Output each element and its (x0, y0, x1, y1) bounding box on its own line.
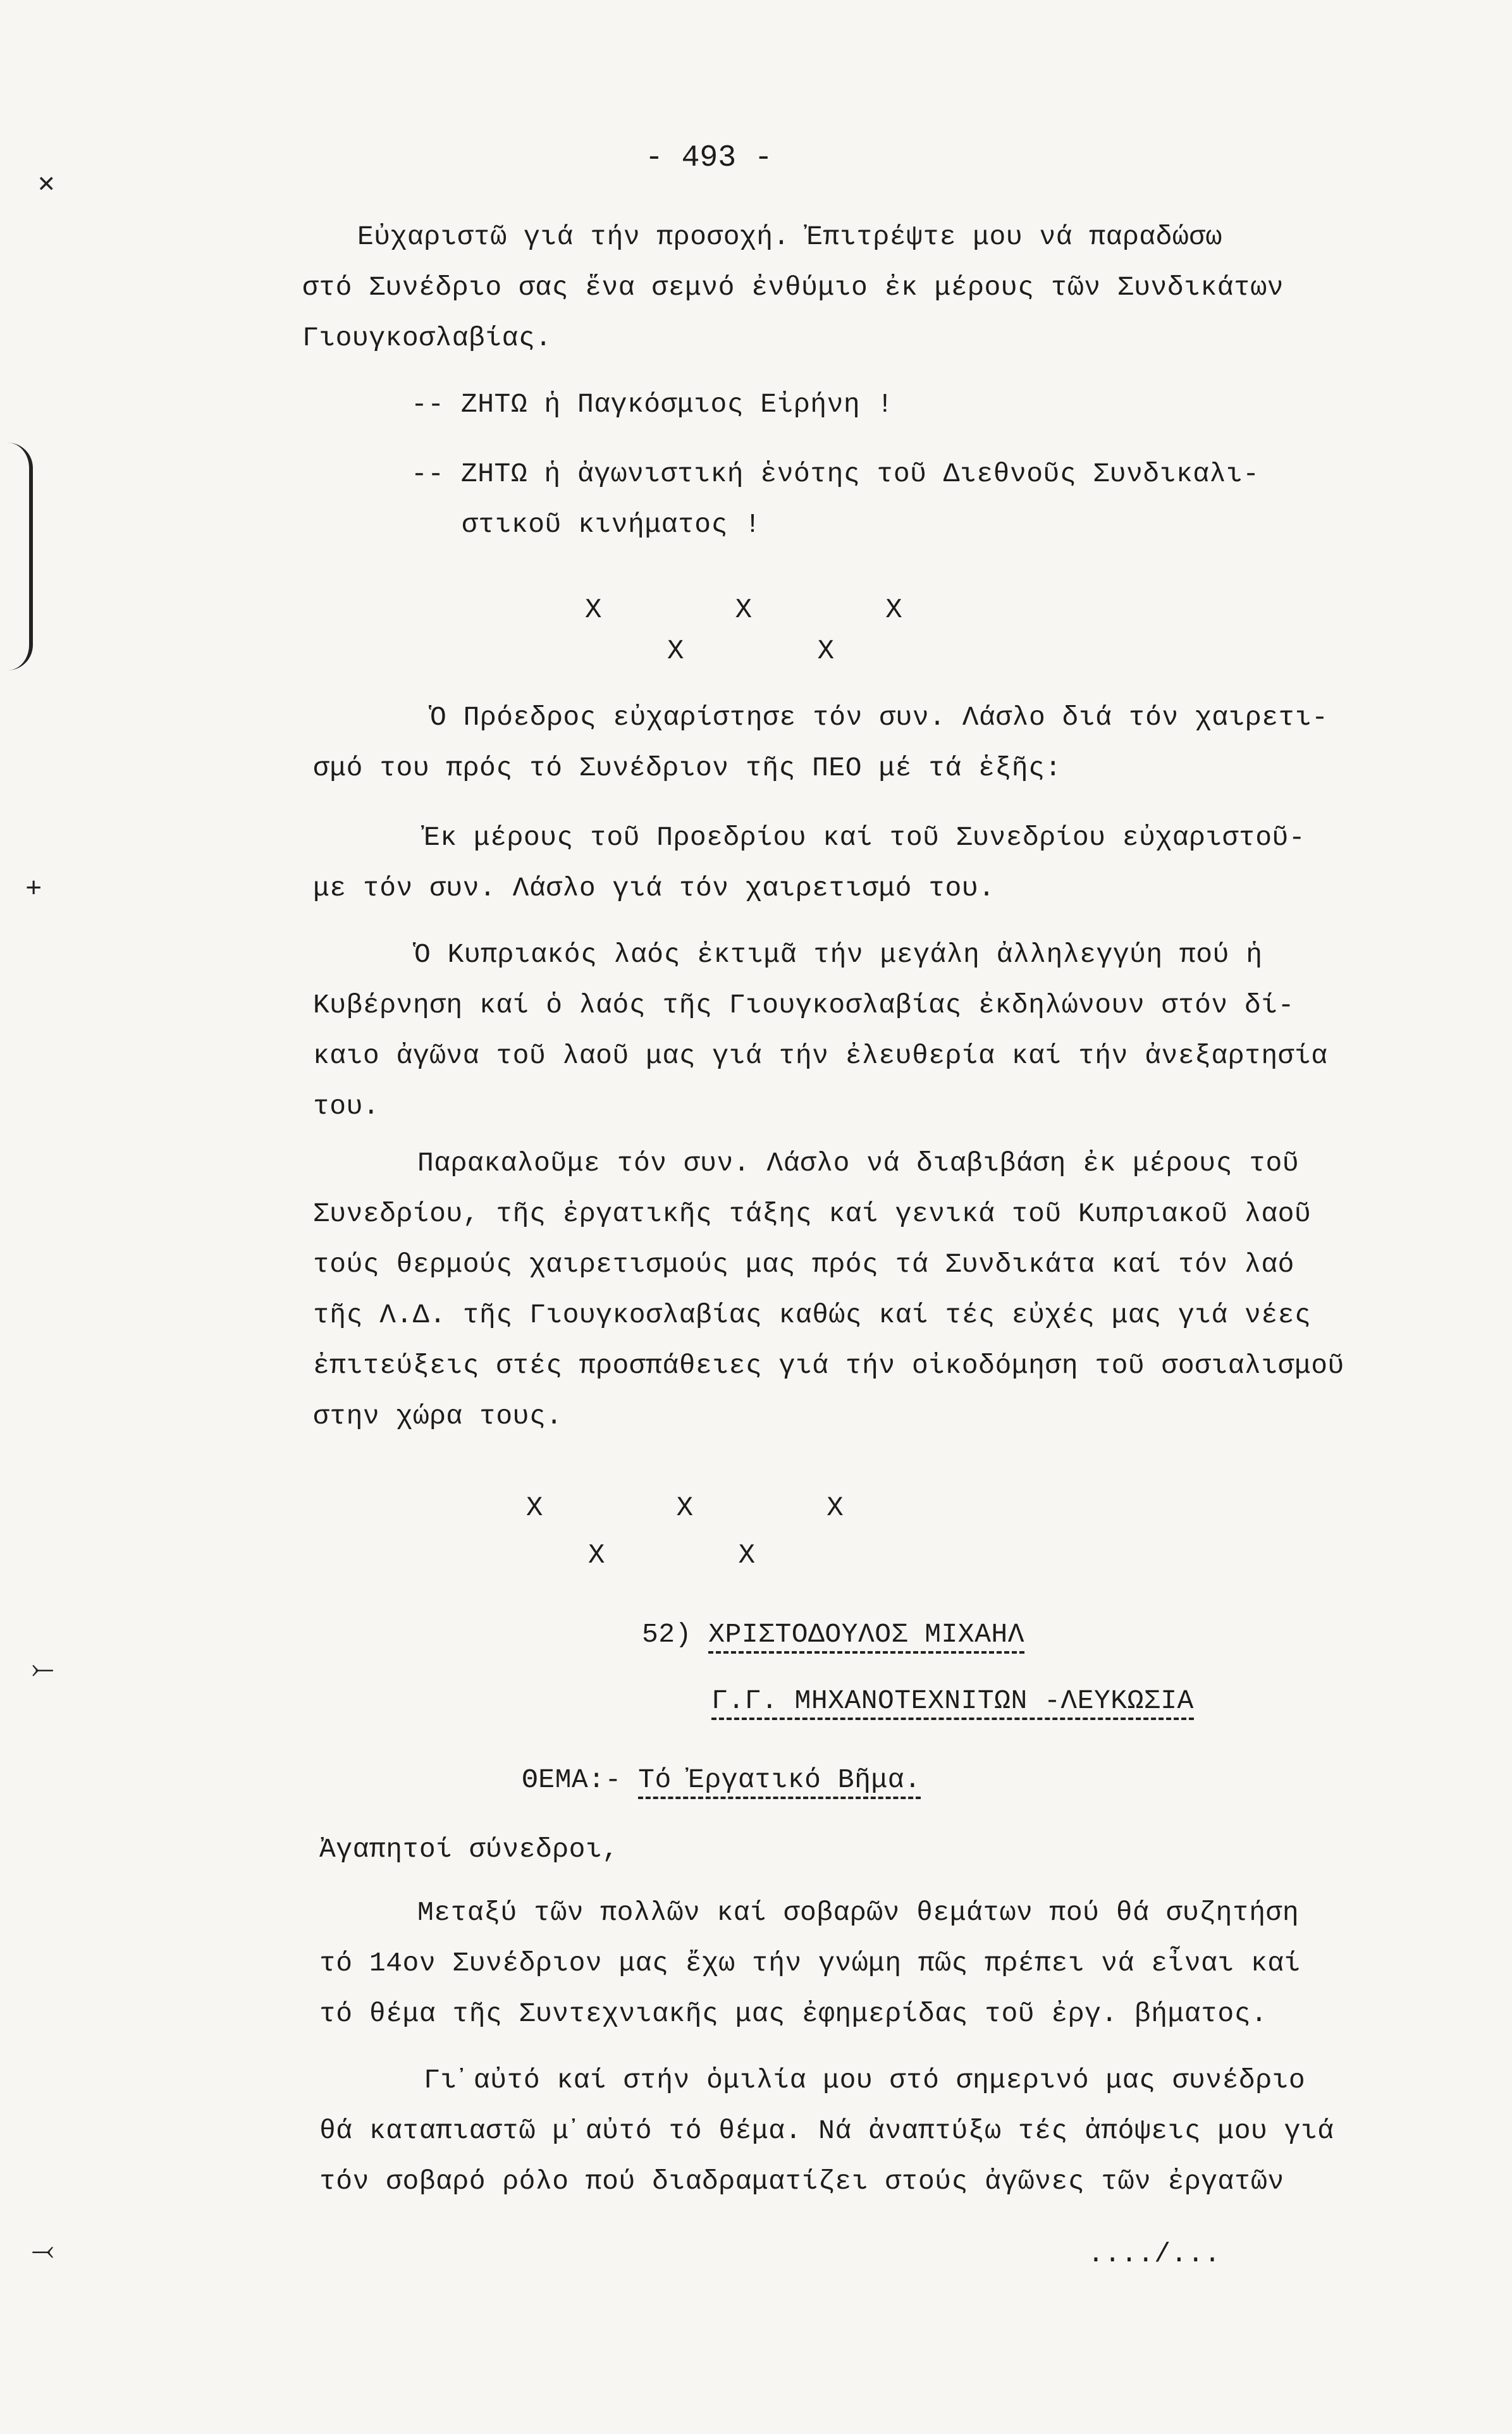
text-line: Μεταξύ τῶν πολλῶν καί σοβαρῶν θεμάτων πού θά συζητήση (417, 1897, 1300, 1928)
text-line: τό 14ον Συνέδριον μας ἔχω τήν γνώμη πῶς πρέπει νά εἶναι καί (319, 1948, 1301, 1979)
text-line: τό θέμα τῆς Συντεχνιακῆς μας ἐφημερίδας τοῦ ἐργ. βήματος. (319, 1998, 1268, 2029)
text-line: με τόν συν. Λάσλο γιά τόν χαιρετισμό του. (313, 873, 995, 904)
text-line: θά καταπιαστῶ μ᾽αὐτό τό θέμα. Νά ἀναπτύξω τές ἀπόψεις μου γιά (319, 2115, 1334, 2146)
salutation: Ἀγαπητοί σύνεδροι, (319, 1834, 619, 1865)
text-line: τῆς Λ.Δ. τῆς Γιουγκοσλαβίας καθώς καί τές εὐχές μας γιά νέες (313, 1300, 1312, 1331)
text-line: ἐπιτεύξεις στές προσπάθειες γιά τήν οἰκοδόμηση τοῦ σοσιαλισμοῦ (313, 1350, 1344, 1381)
separator-marks: X X X (585, 594, 902, 626)
speaker-org: Γ.Γ. ΜΗΧΑΝΟΤΕΧΝΙΤΩΝ -ΛΕΥΚΩΣΙΑ (711, 1682, 1194, 1720)
speaker-number: 52) (642, 1619, 692, 1650)
margin-mark: ⤙ (32, 2237, 54, 2268)
text-line: Γιουγκοσλαβίας. (302, 323, 552, 353)
text-line: Ἐκ μέρους τοῦ Προεδρίου καί τοῦ Συνεδρίου εὐχαριστοῦ- (424, 822, 1306, 853)
separator-marks: X X X (526, 1492, 844, 1524)
margin-mark: + (25, 874, 42, 906)
text-line: Κυβέρνηση καί ὁ λαός τῆς Γιουγκοσλαβίας ἐκδηλώνουν στόν δί- (313, 990, 1294, 1021)
separator-marks: X X (667, 636, 835, 667)
text-line: σμό του πρός τό Συνέδριον τῆς ΠΕΟ μέ τά ἑξῆς: (313, 753, 1062, 784)
text-line: στην χώρα τους. (313, 1401, 563, 1432)
text-line: Εὐχαριστῶ γιά τήν προσοχή. Ἐπιτρέψτε μου νά παραδώσω (357, 221, 1222, 252)
continuation-mark: ..../... (1088, 2239, 1221, 2270)
separator-marks: X X (588, 1540, 756, 1571)
text-line: Ὁ Κυπριακός λαός ἐκτιμᾶ τήν μεγάλη ἀλληλεγγύη πού ἡ (414, 939, 1263, 970)
text-line: Ὁ Πρόεδρος εὐχαρίστησε τόν συν. Λάσλο διά τόν χαιρετι- (430, 702, 1329, 733)
text-line: καιο ἀγῶνα τοῦ λαοῦ μας γιά τήν ἐλευθερία καί τήν ἀνεξαρτησία (313, 1040, 1328, 1071)
text-line: του. (313, 1091, 380, 1122)
text-line: Παρακαλοῦμε τόν συν. Λάσλο νά διαβιβάση ἐκ μέρους τοῦ (417, 1148, 1300, 1179)
text-line: τούς θερμούς χαιρετισμούς μας πρός τά Συνδικάτα καί τόν λαό (313, 1249, 1294, 1280)
slogan-line: στικοῦ κινήματος ! (462, 509, 761, 540)
margin-mark: ⤚ (32, 1655, 54, 1687)
text-line: στό Συνέδριο σας ἕνα σεμνό ἐνθύμιο ἐκ μέρους τῶν Συνδικάτων (302, 272, 1284, 303)
text-line: Συνεδρίου, τῆς ἐργατικῆς τάξης καί γενικά τοῦ Κυπριακοῦ λαοῦ (313, 1198, 1312, 1229)
text-line: τόν σοβαρό ρόλο πού διαδραματίζει στούς ἀγῶνες τῶν ἐργατῶν (319, 2166, 1284, 2197)
margin-mark: ✕ (38, 169, 55, 200)
topic-title: Τό Ἐργατικό Βῆμα. (638, 1764, 921, 1799)
page-number: - 493 - (645, 141, 773, 175)
text-line: Γι᾽αὐτό καί στήν ὁμιλία μου στό σημερινό μας συνέδριο (424, 2065, 1306, 2096)
binding-mark (0, 443, 33, 670)
slogan-line: -- ΖΗΤΩ ἡ ἀγωνιστική ἑνότης τοῦ Διεθνοῦς Συνδικαλι- (411, 458, 1260, 489)
speaker-heading (642, 1616, 1024, 1654)
topic-label: ΘΕΜΑ:- (522, 1764, 622, 1795)
speaker-name: ΧΡΙΣΤΟΔΟΥΛΟΣ ΜΙΧΑΗΛ (708, 1619, 1024, 1654)
slogan-line: -- ΖΗΤΩ ἡ Παγκόσμιος Εἰρήνη ! (411, 389, 894, 420)
speaker-topic (522, 1761, 921, 1799)
